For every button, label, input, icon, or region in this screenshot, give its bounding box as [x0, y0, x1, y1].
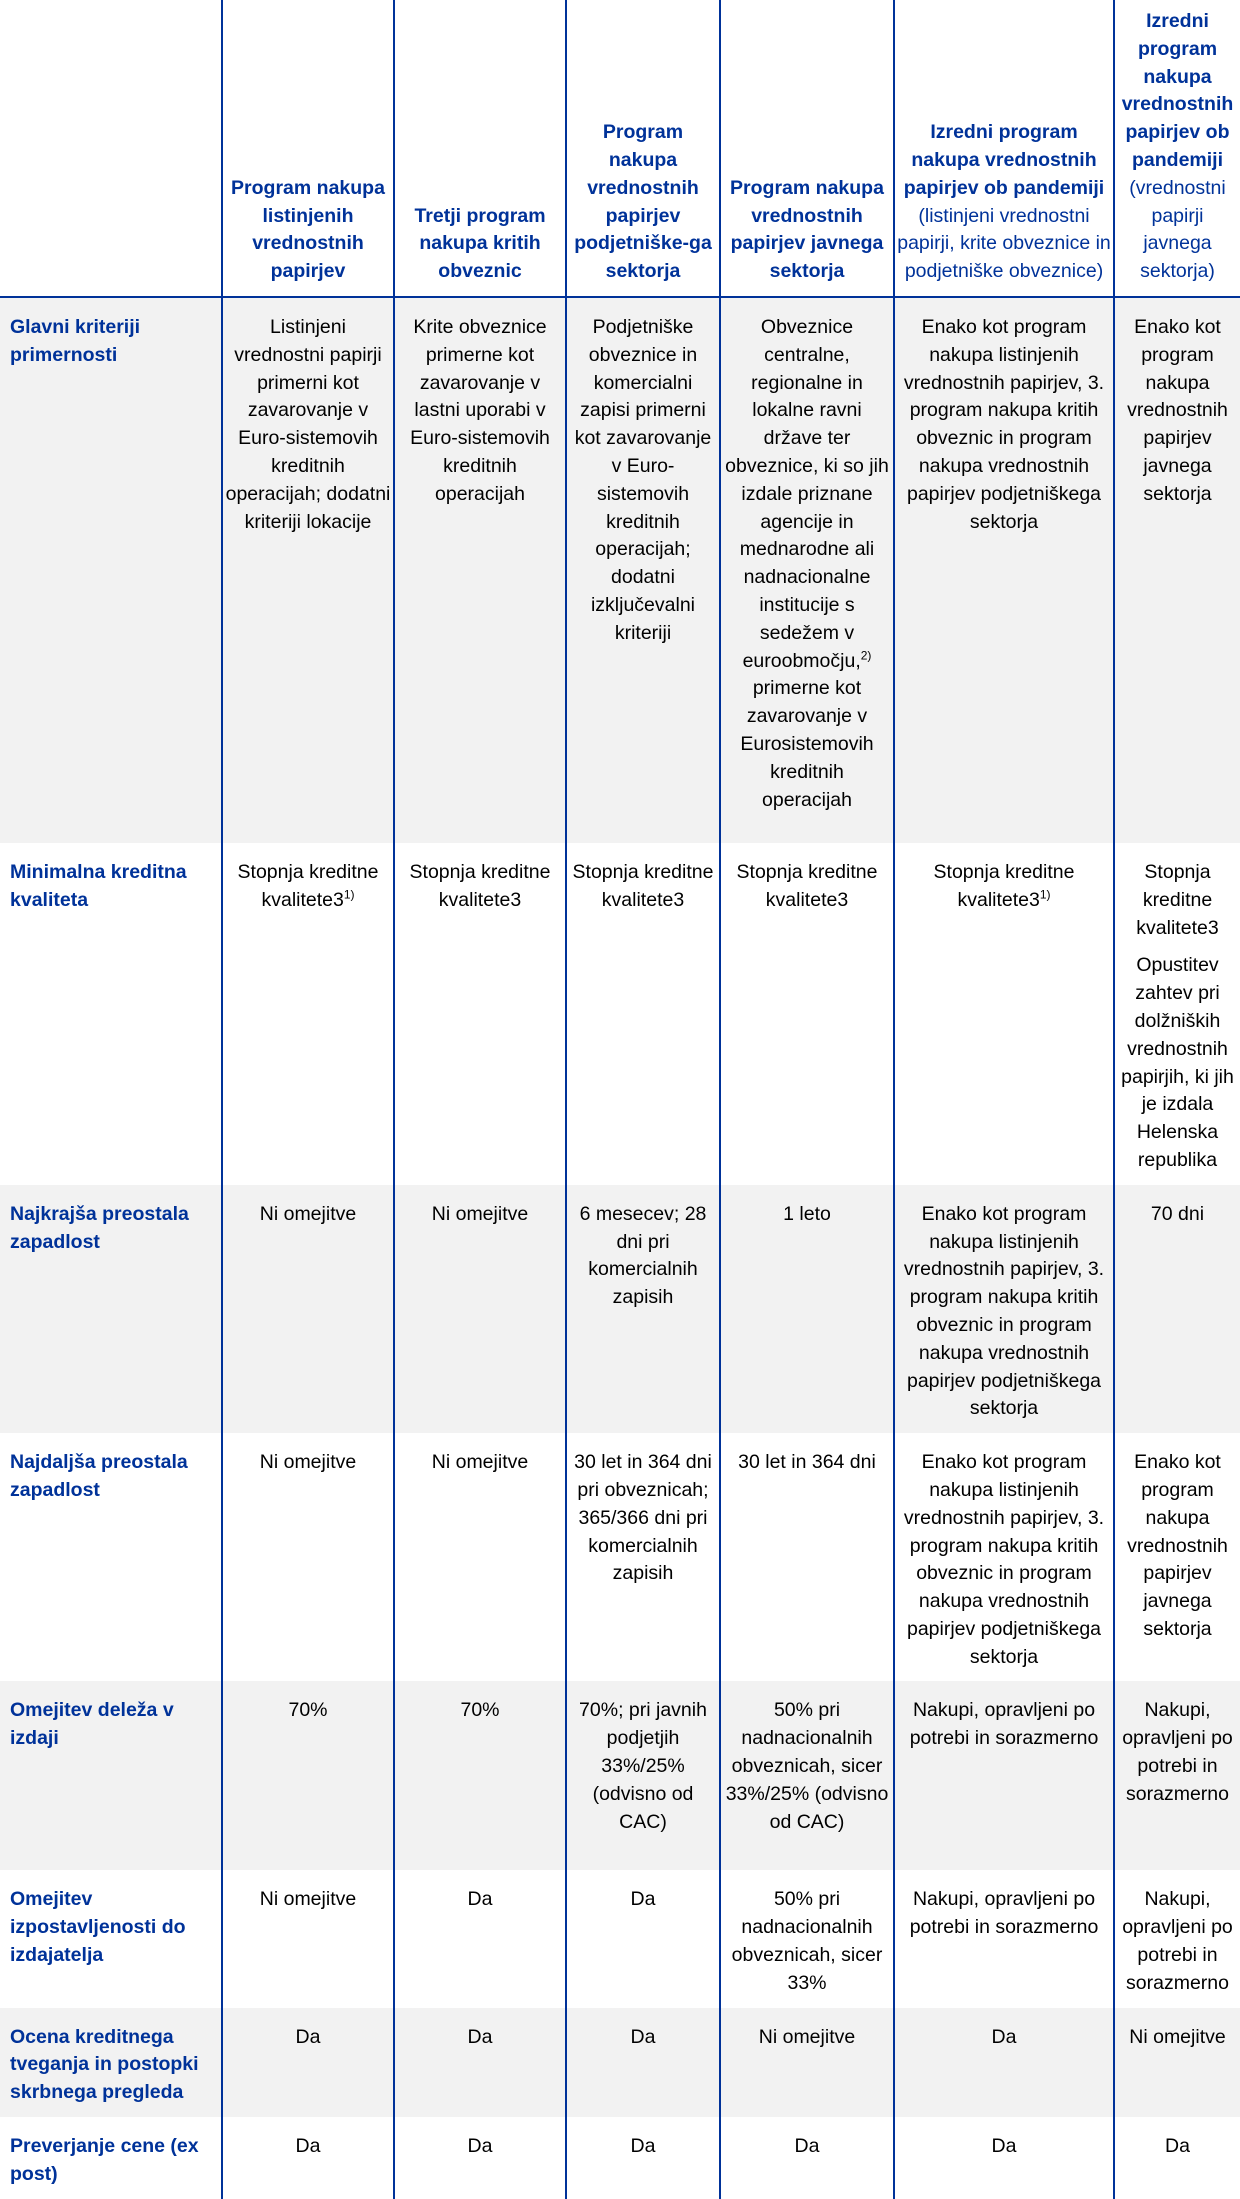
- table-cell: Ni omejitve: [222, 1433, 394, 1681]
- table-cell: Da: [894, 2117, 1114, 2199]
- table-row: [0, 297, 1240, 843]
- table-cell: Enako kot program nakupa vrednostnih papirjev javnega sektorja: [1114, 1433, 1240, 1681]
- row-label: Ocena kreditnega tveganja in postopki skrbnega pregleda: [0, 2008, 222, 2117]
- table-cell: Ni omejitve: [394, 1185, 566, 1433]
- cell-text-continued: primerne kot zavarovanje v Eurosistemovih kreditnih operacijah: [740, 677, 874, 811]
- table-cell: Nakupi, opravljeni po potrebi in sorazmerno: [1114, 1870, 1240, 2007]
- row-label: Najdaljša preostala zapadlost: [10, 1451, 188, 1501]
- table-cell: [720, 297, 894, 843]
- table-cell: Da: [566, 2008, 720, 2117]
- column-header-4: [720, 0, 894, 297]
- table-cell: [1114, 843, 1240, 1185]
- table-cell: Ni omejitve: [222, 1870, 394, 2007]
- table-cell: 70 dni: [1114, 1185, 1240, 1433]
- column-title: Izredni program nakupa vrednostnih papirjev ob pandemiji: [903, 121, 1105, 199]
- column-header-3: [566, 0, 720, 297]
- table-cell: [894, 843, 1114, 1185]
- table-cell: 70%: [394, 1681, 566, 1870]
- table-cell: Ni omejitve: [394, 1433, 566, 1681]
- table-cell: [222, 843, 394, 1185]
- row-label: Glavni kriteriji primernosti: [0, 297, 222, 843]
- corner-cell: [0, 0, 222, 297]
- table-cell: Da: [720, 2117, 894, 2199]
- cell-text: Stopnja kreditne kvalitete3: [237, 860, 379, 911]
- footnote-marker: 1): [343, 887, 355, 902]
- table-cell: Krite obveznice primerne kot zavarovanje v lastni uporabi v Euro-sistemovih kreditnih operacijah: [394, 297, 566, 843]
- cell-text: Obveznice centralne, regionalne in lokalne ravni države ter obveznice, ki so jih izdale priznane agencije in mednarodne ali nadnacionalne institucije s sedežem v euroobmočju,: [725, 315, 889, 672]
- cell-note: Opustitev zahtev pri dolžniških vrednostnih papirjih, ki jih je izdala Helenska republika: [1121, 954, 1234, 1171]
- column-subtitle: (vrednostni papirji javnega sektorja): [1129, 176, 1226, 283]
- table-row: [0, 843, 1240, 1185]
- column-header-6: [1114, 0, 1240, 297]
- table-cell: 50% pri nadnacionalnih obveznicah, sicer 33%: [720, 1870, 894, 2007]
- column-header-1: [222, 0, 394, 297]
- table-cell: Podjetniške obveznice in komercialni zapisi primerni kot zavarovanje v Euro-sistemovih kreditnih operacijah; dodatni izključevalni kriteriji: [566, 297, 720, 843]
- table-cell: Enako kot program nakupa listinjenih vrednostnih papirjev, 3. program nakupa kritih obveznic in program nakupa vrednostnih papirjev podjetniškega sektorja: [894, 297, 1114, 843]
- table-cell: Da: [1114, 2117, 1240, 2199]
- table-cell: 1 leto: [720, 1185, 894, 1433]
- table-cell: Enako kot program nakupa listinjenih vrednostnih papirjev, 3. program nakupa kritih obveznic in program nakupa vrednostnih papirjev podjetniškega sektorja: [894, 1433, 1114, 1681]
- table-cell: Da: [894, 2008, 1114, 2117]
- row-label: Najkrajša preostala zapadlost: [0, 1185, 222, 1433]
- table-row: [0, 1433, 1240, 1681]
- column-title: Program nakupa vrednostnih papirjev javnega sektorja: [730, 176, 884, 283]
- row-label: Preverjanje cene (ex post): [10, 2135, 199, 2185]
- column-header-2: [394, 0, 566, 297]
- column-title: Tretji program nakupa kritih obveznic: [414, 204, 546, 283]
- table-cell: Nakupi, opravljeni po potrebi in sorazmerno: [894, 1681, 1114, 1870]
- table-cell: Nakupi, opravljeni po potrebi in sorazmerno: [1114, 1681, 1240, 1870]
- table-cell: Da: [566, 1870, 720, 2007]
- table-cell: Enako kot program nakupa vrednostnih papirjev javnega sektorja: [1114, 297, 1240, 843]
- table-cell: Ni omejitve: [222, 1185, 394, 1433]
- cell-text: Stopnja kreditne kvalitete3: [1136, 860, 1219, 939]
- table-cell: Da: [222, 2008, 394, 2117]
- column-subtitle: (listinjeni vrednostni papirji, krite obveznice in podjetniške obveznice): [897, 204, 1111, 283]
- footnote-marker: 1): [1039, 887, 1051, 902]
- table-cell: Da: [394, 2008, 566, 2117]
- table-row: [0, 1681, 1240, 1870]
- table-cell: Nakupi, opravljeni po potrebi in sorazmerno: [894, 1870, 1114, 2007]
- table-row: [0, 1870, 1240, 2007]
- footnote-marker: 2): [860, 648, 872, 663]
- table-cell: Da: [566, 2117, 720, 2199]
- table-cell: Da: [222, 2117, 394, 2199]
- cell-text: Stopnja kreditne kvalitete3: [933, 860, 1075, 911]
- table-row: [0, 1185, 1240, 1433]
- table-cell: 30 let in 364 dni pri obveznicah; 365/366 dni pri komercialnih zapisih: [566, 1433, 720, 1681]
- table-cell: Da: [394, 1870, 566, 2007]
- column-title: Program nakupa listinjenih vrednostnih papirjev: [231, 176, 385, 283]
- column-title: Izredni program nakupa vrednostnih papirjev ob pandemiji: [1121, 10, 1234, 171]
- table-cell: Listinjeni vrednostni papirji primerni kot zavarovanje v Euro-sistemovih kreditnih operacijah; dodatni kriteriji lokacije: [222, 297, 394, 843]
- table-cell: 70%: [222, 1681, 394, 1870]
- table-cell: Stopnja kreditne kvalitete3: [720, 843, 894, 1185]
- table-cell: Ni omejitve: [720, 2008, 894, 2117]
- table-cell: Stopnja kreditne kvalitete3: [394, 843, 566, 1185]
- table-cell: Stopnja kreditne kvalitete3: [566, 843, 720, 1185]
- column-header-5: [894, 0, 1114, 297]
- table-row: [0, 2008, 1240, 2117]
- table-row: [0, 2117, 1240, 2199]
- column-title: Program nakupa vrednostnih papirjev podjetniške-ga sektorja: [574, 121, 712, 283]
- table-cell: Ni omejitve: [1114, 2008, 1240, 2117]
- table-cell: 50% pri nadnacionalnih obveznicah, sicer 33%/25% (odvisno od CAC): [720, 1681, 894, 1870]
- row-label: Minimalna kreditna kvaliteta: [10, 860, 187, 911]
- table-cell: 70%; pri javnih podjetjih 33%/25% (odvisno od CAC): [566, 1681, 720, 1870]
- table-cell: Da: [394, 2117, 566, 2199]
- header-row: [0, 0, 1240, 297]
- table-cell: 6 mesecev; 28 dni pri komercialnih zapisih: [566, 1185, 720, 1433]
- row-label: Omejitev deleža v izdaji: [0, 1681, 222, 1870]
- table-cell: Enako kot program nakupa listinjenih vrednostnih papirjev, 3. program nakupa kritih obveznic in program nakupa vrednostnih papirjev podjetniškega sektorja: [894, 1185, 1114, 1433]
- row-label: Omejitev izpostavljenosti do izdajatelja: [10, 1888, 186, 1967]
- table-cell: 30 let in 364 dni: [720, 1433, 894, 1681]
